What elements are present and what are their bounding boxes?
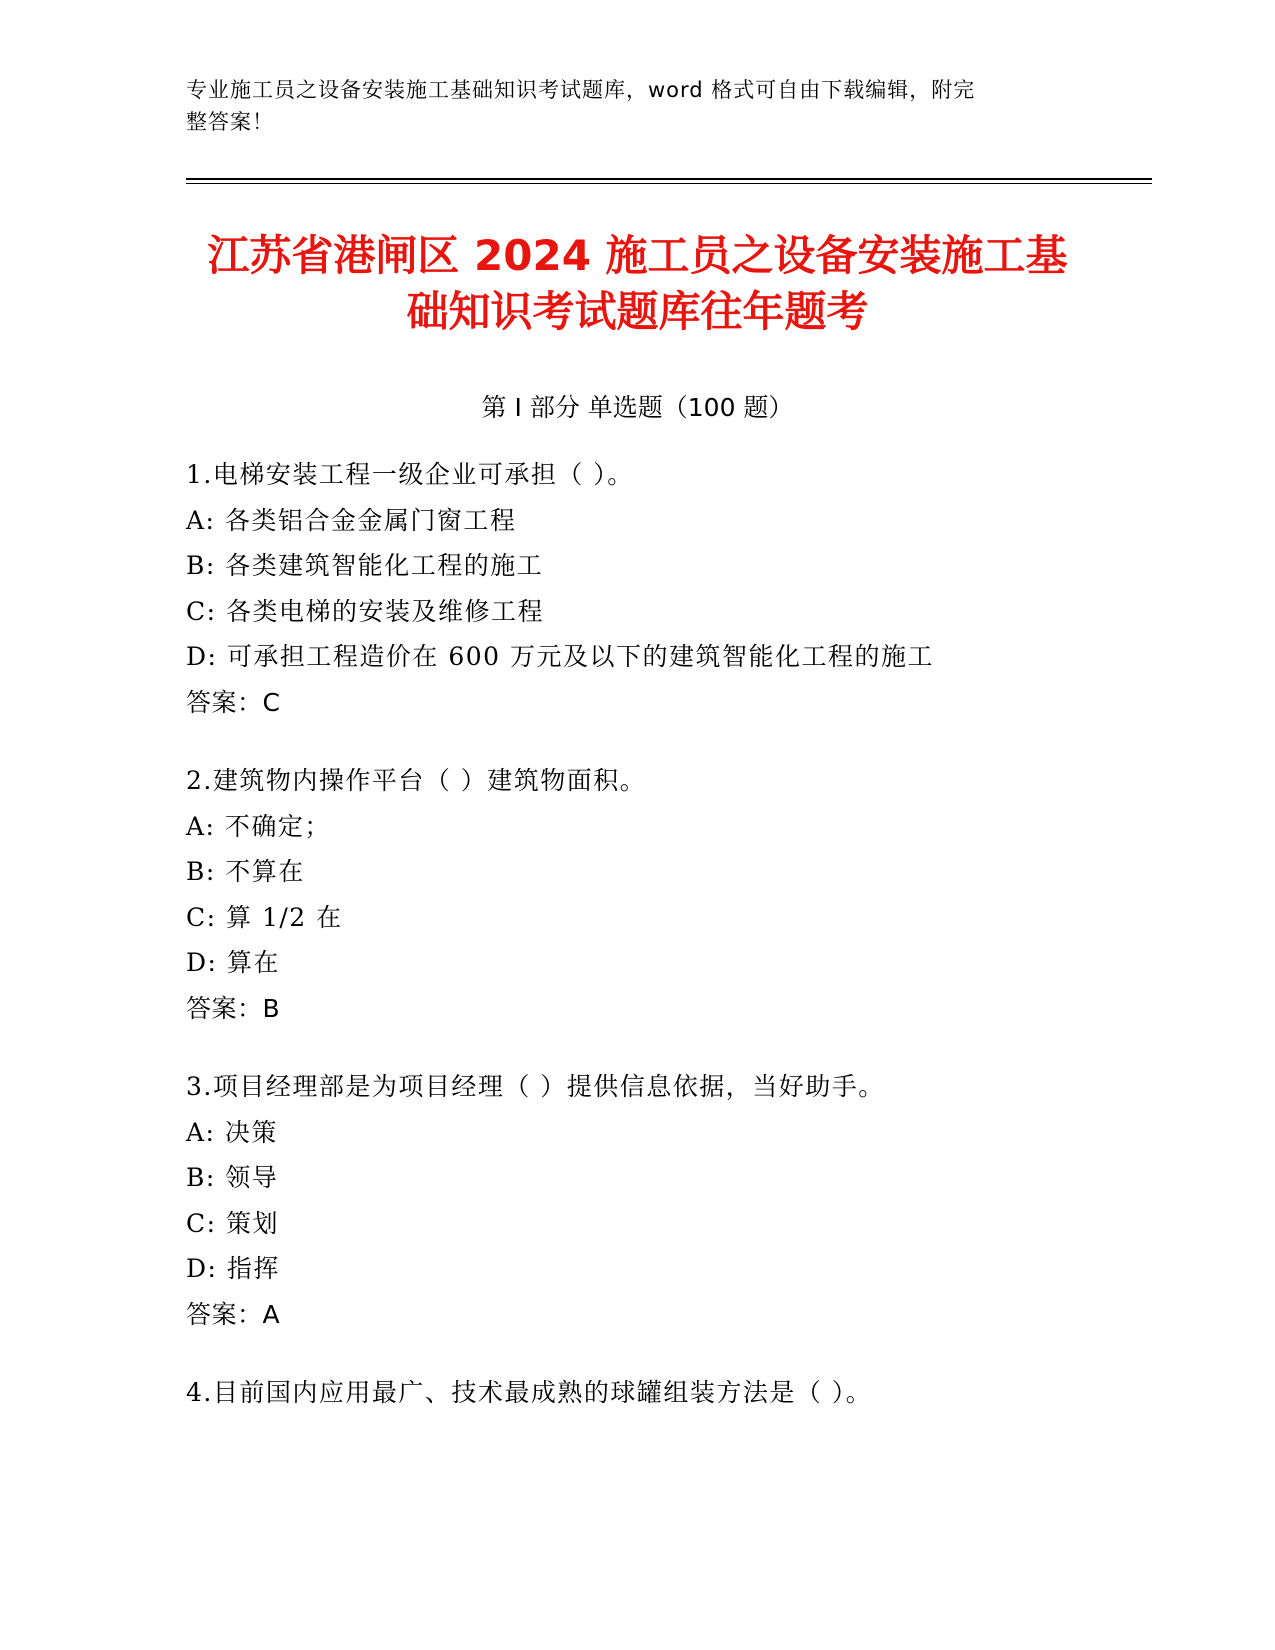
option-d: D: 指挥 bbox=[186, 1254, 280, 1283]
question-1 bbox=[186, 452, 934, 725]
option-b: B: 各类建筑智能化工程的施工 bbox=[186, 551, 544, 580]
option-a: A: 不确定； bbox=[186, 811, 331, 841]
answer: 答案：A bbox=[186, 1299, 281, 1329]
option-c: C: 策划 bbox=[186, 1208, 279, 1238]
option-b: B: 领导 bbox=[186, 1163, 279, 1192]
document-title bbox=[140, 228, 1135, 340]
header-note-line2: 整答案！ bbox=[186, 110, 274, 134]
header-divider-thin bbox=[186, 183, 1152, 184]
section-heading: 第 I 部分 单选题（100 题） bbox=[481, 393, 794, 422]
header-note-line1: 专业施工员之设备安装施工基础知识考试题库，word 格式可自由下载编辑，附完 bbox=[186, 78, 976, 102]
question-text: 3.项目经理部是为项目经理（ ）提供信息依据，当好助手。 bbox=[186, 1072, 885, 1101]
option-d: D: 可承担工程造价在 600 万元及以下的建筑智能化工程的施工 bbox=[186, 642, 935, 671]
header-note bbox=[186, 74, 1066, 138]
question-3 bbox=[186, 1064, 885, 1337]
question-text: 2.建筑物内操作平台（ ）建筑物面积。 bbox=[186, 766, 647, 795]
question-4 bbox=[186, 1370, 872, 1416]
option-a: A: 决策 bbox=[186, 1117, 278, 1147]
option-a: A: 各类铝合金金属门窗工程 bbox=[186, 505, 517, 535]
question-text: 1.电梯安装工程一级企业可承担（ ）。 bbox=[186, 460, 634, 489]
answer: 答案：B bbox=[186, 993, 281, 1023]
question-2 bbox=[186, 758, 646, 1031]
option-d: D: 算在 bbox=[186, 948, 280, 977]
header-divider-thick bbox=[186, 178, 1152, 180]
option-c: C: 算 1/2 在 bbox=[186, 902, 343, 932]
question-text: 4.目前国内应用最广、技术最成熟的球罐组装方法是（ ）。 bbox=[186, 1378, 873, 1407]
title-line1: 江苏省港闸区 2024 施工员之设备安装施工基 bbox=[207, 231, 1068, 280]
option-c: C: 各类电梯的安装及维修工程 bbox=[186, 596, 544, 626]
option-b: B: 不算在 bbox=[186, 857, 305, 886]
title-line2: 础知识考试题库往年题考 bbox=[406, 287, 869, 336]
answer: 答案：C bbox=[186, 687, 281, 717]
